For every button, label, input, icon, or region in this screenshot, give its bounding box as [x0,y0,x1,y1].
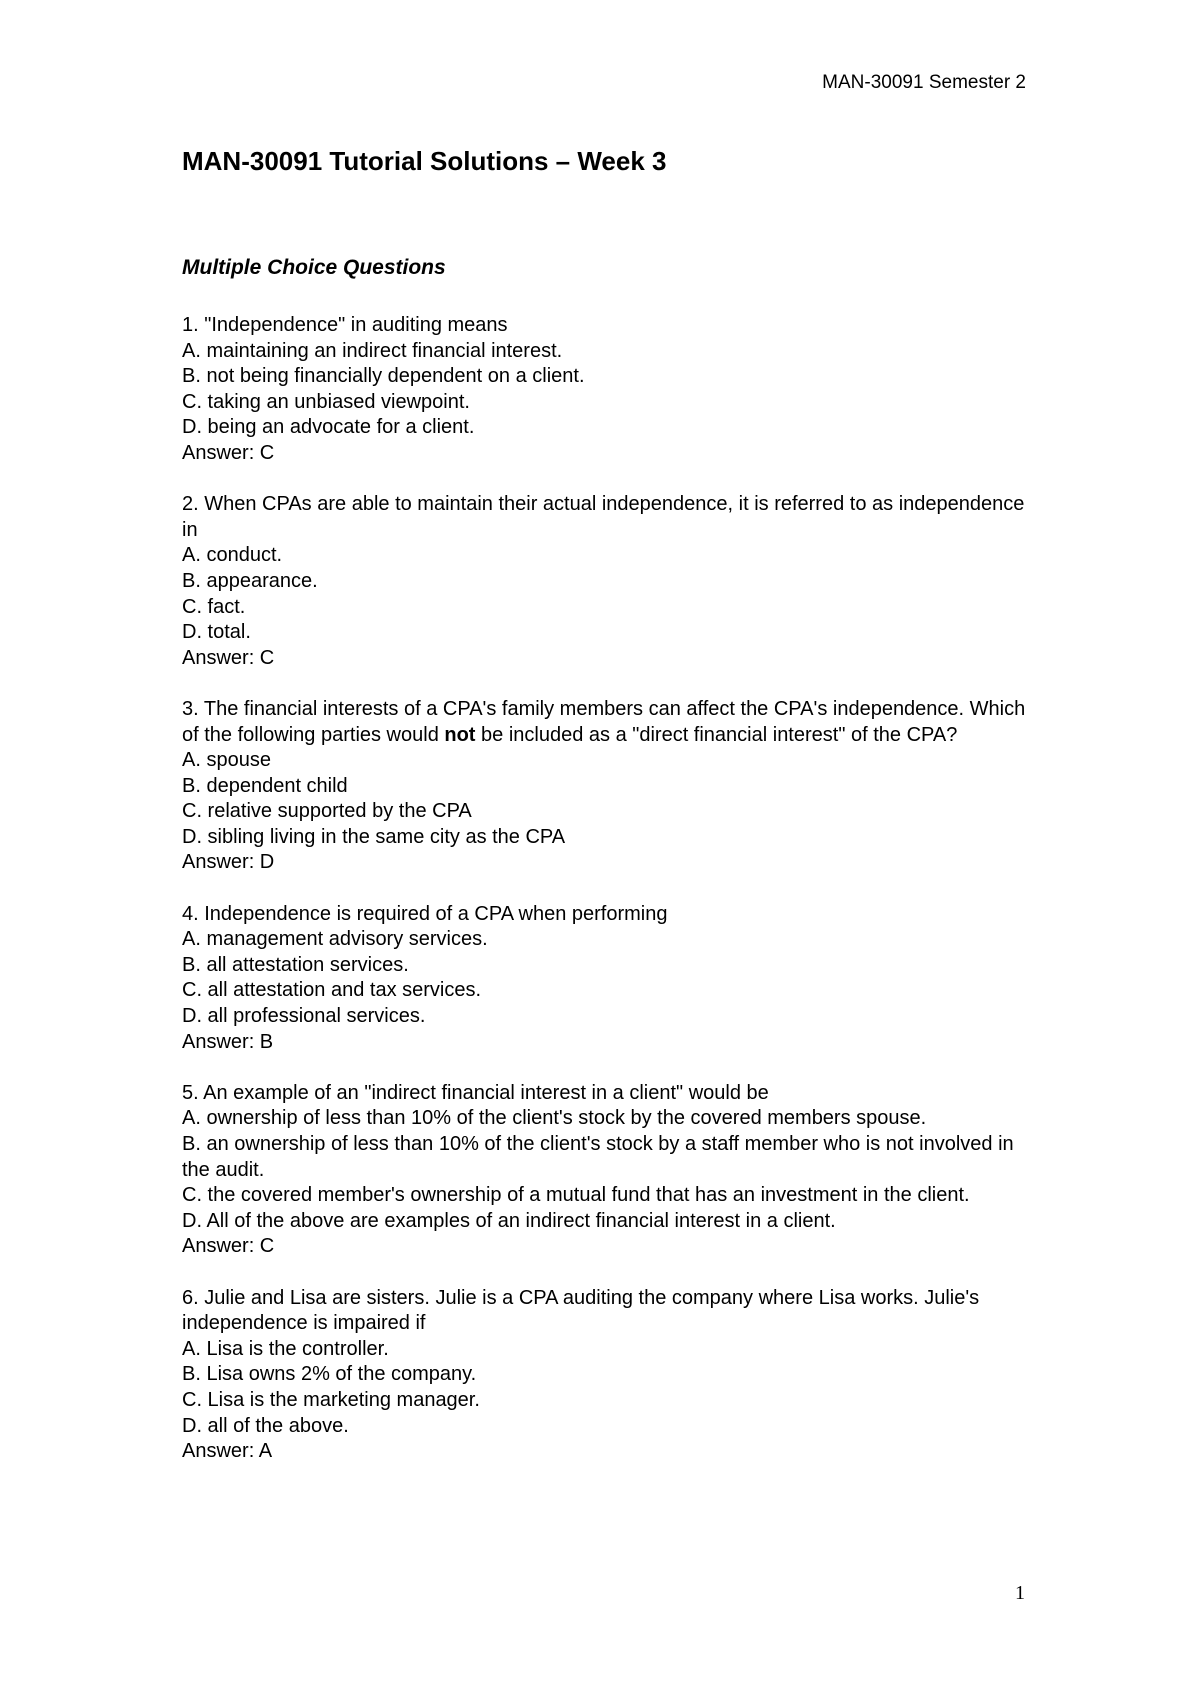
question-5 [182,1081,1042,1260]
question-list [182,313,1042,1490]
answer: Answer: B [182,1030,274,1053]
answer: Answer: C [182,441,275,464]
option-b: B. not being financially dependent on a client. [182,365,585,388]
answer: Answer: D [182,851,275,874]
option-a: A. Lisa is the controller. [182,1337,389,1360]
question-stem: 4. Independence is required of a CPA when performing [182,902,668,925]
question-4 [182,902,1042,1056]
question-2 [182,492,1042,671]
section-heading: Multiple Choice Questions [182,256,446,279]
answer: Answer: A [182,1440,273,1463]
option-a: A. ownership of less than 10% of the client's stock by the covered members spouse. [182,1107,927,1130]
option-c: C. all attestation and tax services. [182,979,482,1002]
option-d: D. all of the above. [182,1414,349,1437]
answer: Answer: C [182,1235,275,1258]
option-c: C. the covered member's ownership of a mutual fund that has an investment in the client. [182,1184,970,1207]
option-b: B. an ownership of less than 10% of the client's stock by a staff member who is not involved in the audit. [182,1133,1014,1181]
question-stem: 2. When CPAs are able to maintain their actual independence, it is referred to as independence in [182,493,1025,541]
question-stem: 6. Julie and Lisa are sisters. Julie is a CPA auditing the company where Lisa works. Julie's independence is impaired if [182,1286,980,1335]
option-c: C. Lisa is the marketing manager. [182,1388,480,1411]
option-d: D. sibling living in the same city as the CPA [182,825,566,848]
question-1 [182,313,1042,467]
option-c: C. relative supported by the CPA [182,800,472,823]
option-c: C. fact. [182,595,246,618]
option-d: D. total. [182,621,251,644]
question-stem: 5. An example of an "indirect financial interest in a client" would be [182,1081,769,1104]
option-c: C. taking an unbiased viewpoint. [182,390,470,413]
option-a: A. maintaining an indirect financial interest. [182,339,563,362]
option-a: A. management advisory services. [182,928,488,951]
option-a: A. conduct. [182,544,283,567]
question-3 [182,697,1042,876]
option-a: A. spouse [182,749,271,772]
option-b: B. all attestation services. [182,953,409,976]
option-b: B. appearance. [182,569,318,592]
question-stem [182,697,1042,748]
stem-text: be included as a "direct financial interest" of the CPA? [475,723,958,746]
stem-text: 3. The financial interests of a CPA's family members can affect the CPA's independence. Which of the following parties would [182,697,1026,746]
question-stem: 1. "Independence" in auditing means [182,314,508,336]
option-d: D. All of the above are examples of an indirect financial interest in a client. [182,1209,836,1232]
document-title: MAN-30091 Tutorial Solutions – Week 3 [182,146,667,176]
option-d: D. all professional services. [182,1005,426,1028]
page-number: 1 [1015,1582,1025,1604]
stem-emphasis: not [444,723,476,746]
answer: Answer: C [182,646,275,669]
question-6 [182,1286,1042,1465]
option-b: B. dependent child [182,774,348,797]
option-d: D. being an advocate for a client. [182,416,475,439]
page-header: MAN-30091 Semester 2 [822,72,1026,93]
option-b: B. Lisa owns 2% of the company. [182,1363,477,1386]
